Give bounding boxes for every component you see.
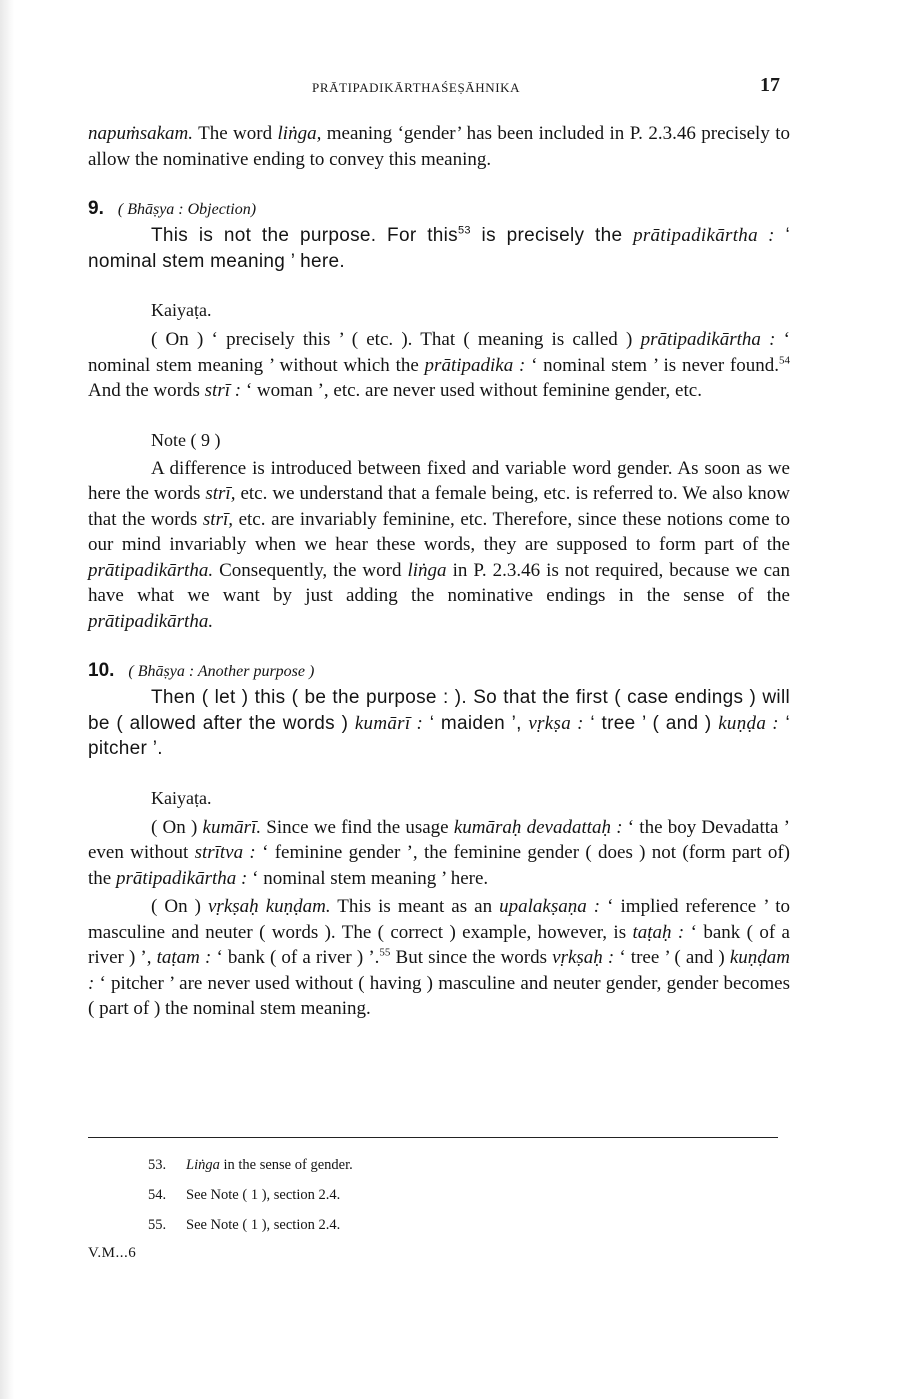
section-10-heading [88, 660, 790, 683]
footnote-ref: 55 [379, 946, 391, 959]
section-9-heading [88, 198, 790, 221]
bhasya-text: Then ( let ) this ( be the purpose : ). So that the first ( case endings ) will be ( allowed after the words ) kumārī : ‘ maiden ’, vṛkṣa : ‘ tree ’ ( and ) kuṇḍa : ‘ pitcher ’. [88, 687, 790, 759]
note-label: Note ( 9 ) [151, 429, 221, 450]
footnotes [148, 1150, 748, 1240]
intro-paragraph: napuṁsakam. The word liṅga, meaning ‘gender’ has been included in P. 2.3.46 precisely to allow the nominative ending to convey this meaning. [88, 123, 791, 170]
running-title: PRĀTIPADIKĀRTHAŚEṢĀHNIKA [312, 80, 521, 95]
section-number: 9. [88, 198, 104, 219]
kaiyata-commentary: ( On ) kumārī. Since we find the usage kumāraḥ devadattaḥ : ‘ the boy Devadatta ’ even without strītva : ‘ feminine gender ’, the feminine gender ( does ) not (form part of) the prātipadikārtha : ‘ nominal stem meaning ’ here. [88, 816, 790, 889]
footnote-ref: 54 [779, 354, 790, 367]
note-paragraph: A difference is introduced between fixed and variable word gender. As soon as we here the words strī, etc. we understand that a female being, etc. is referred to. We also know that the words strī, etc. are invariably feminine, etc. Therefore, since these notions come to our mind invariably when we hear these words, they are supposed to form part of the prātipadikārtha. Consequently, the word liṅga in P. 2.3.46 is not required, because we can have what we want by just adding the nominative endings in the sense of the prātipadikārtha. [88, 457, 790, 632]
section-label: ( Bhāṣya : Another purpose ) [128, 663, 315, 680]
page-body [88, 121, 790, 1022]
kaiyata-commentary: ( On ) ‘ precisely this ’ ( etc. ). That ( meaning is called ) prātipadikārtha : ‘ nominal stem meaning ’ without which the prātipadika : ‘ nominal stem ’ is never found.$^{54}$ And the words strī : ‘ woman ’, etc. are never used without feminine gender, etc. [88, 329, 791, 401]
kaiyata-commentary-2: ( On ) vṛkṣaḥ kuṇḍam. This is meant as an upalakṣaṇa : ‘ implied reference ’ to masculine and neuter ( words ). The ( correct ) example, however, is taṭaḥ : ‘ bank ( of a river ) ’, taṭam : ‘ bank ( of a river ) ’.$^{55}$ But since the words vṛkṣaḥ : ‘ tree ’ ( and ) kuṇḍam : ‘ pitcher ’ are never used without ( having ) masculine and neuter gender, gender becomes ( part of ) the nominal stem meaning. [88, 896, 791, 1019]
kaiyata-label: Kaiyaṭa. [151, 300, 212, 320]
page-header [0, 74, 912, 100]
kaiyata-label: Kaiyaṭa. [151, 787, 212, 808]
signature-mark: V.M...6 [88, 1245, 137, 1261]
footnote: 55. See Note ( 1 ), section 2.4. [148, 1217, 341, 1233]
section-label: ( Bhāṣya : Objection) [117, 201, 257, 218]
footnote-divider [88, 1137, 778, 1138]
footnote: 54. See Note ( 1 ), section 2.4. [148, 1187, 341, 1203]
section-number: 10. [88, 660, 115, 681]
bhasya-text: This is not the purpose. For this$^{53}$ is precisely the prātipadikārtha : ‘ nominal stem meaning ’ here. [88, 224, 790, 272]
page-number: 17 [760, 74, 780, 96]
footnote: 53. Liṅga in the sense of gender. [148, 1157, 353, 1173]
scan-edge [0, 0, 14, 1399]
footnote-ref: 53 [457, 224, 471, 237]
